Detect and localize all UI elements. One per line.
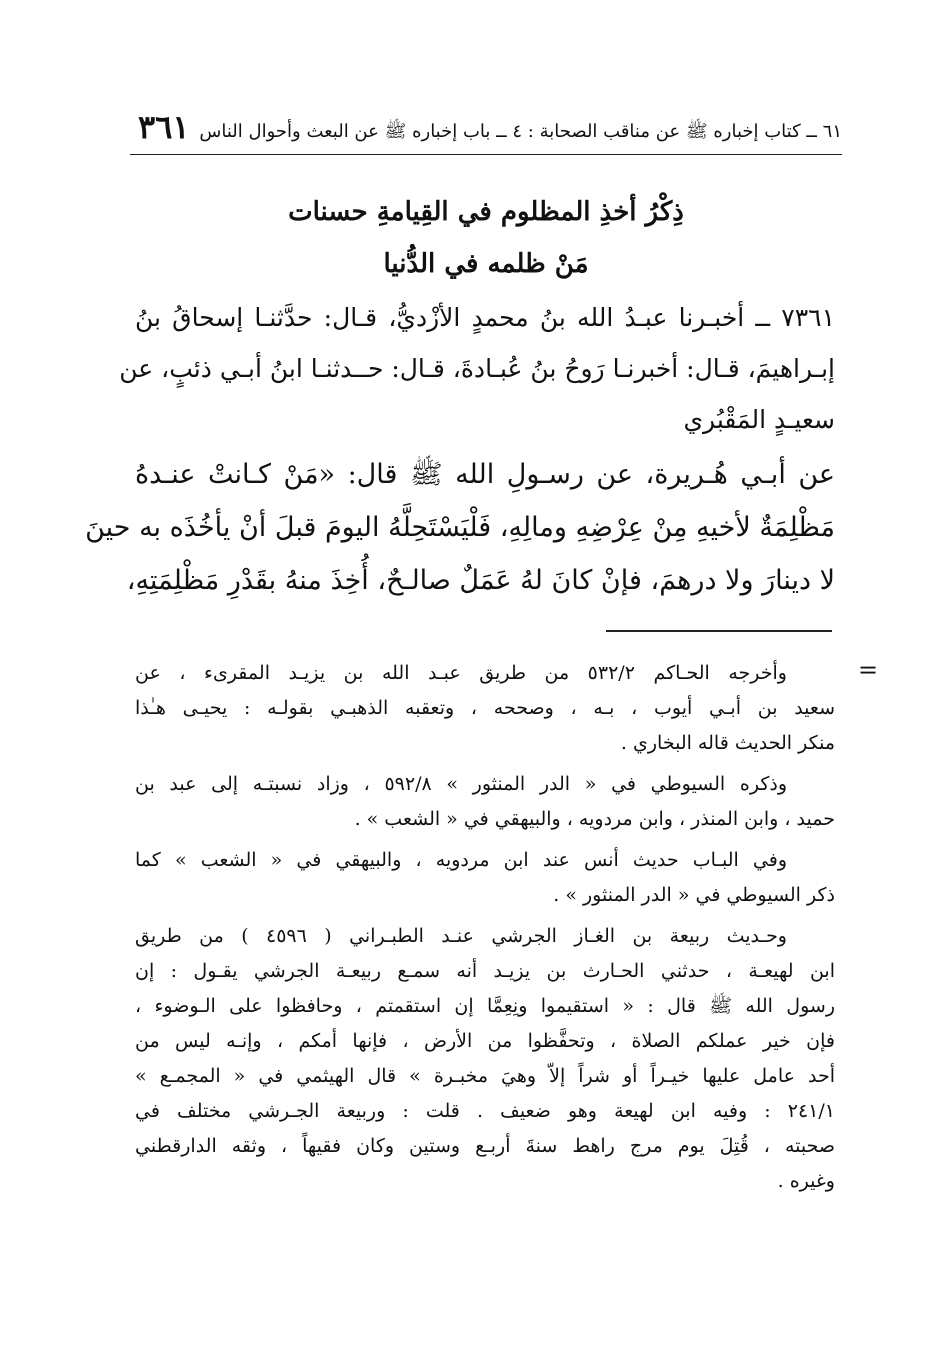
matn-line: لا دينارَ ولا درهمَ، فإنْ كانَ لهُ عَمَلٌ صالـحٌ، أُخِذَ منهُ بقَدْرِ مَظْلِمَتِهِ، — [126, 565, 835, 596]
footnote-line: رسول الله ﷺ قال : « استقيموا ونِعِمَّا إن استقمتم ، وحافظوا على الـوضوء ، — [135, 995, 835, 1017]
chapter-title-line-1: ذِكْرُ أخذِ المظلوم في القِيامةِ حسنات — [288, 197, 684, 227]
chapter-title — [130, 186, 842, 290]
footnotes — [135, 656, 835, 1205]
footnote-line: وغيره . — [777, 1170, 835, 1192]
footnote-paragraph — [135, 843, 835, 913]
header-rule — [130, 154, 842, 155]
page-header — [130, 108, 842, 148]
footnote-line: وحـديث ربيعة بن الغـاز الجرشي عنـد الطبـراني ( ٤٥٩٦ ) من طريق — [135, 925, 787, 947]
footnote-line: صحبته ، قُتِلَ يوم مرج راهط سنةَ أربـع وستين وكان فقيهاً ، وثقه الدارقطني — [135, 1135, 835, 1157]
isnad-line: سعيـدٍ المَقْبُري — [683, 405, 835, 434]
footnote-line: حميد ، وابن المنذر ، وابن مردويه ، والبيهقي في « الشعب » . — [354, 808, 835, 830]
footnote-line: وذكره السيوطي في « الدر المنثور » ٥٩٢/٨ ، وزاد نسبتـه إلى عبد بن — [135, 773, 787, 795]
footnote-paragraph — [135, 767, 835, 837]
footnote-line: ابن لهيعـة ، حدثني الحـارث بن يزيـد أنه سمـع ربيعـة الجرشي يقـول : إن — [135, 960, 835, 982]
matn-line: عن أبـي هُـريرة، عن رسـولِ الله ﷺ قال: «مَنْ كـانتْ عنـدهُ — [135, 459, 835, 490]
footnote-line: سعيد بن أبـي أيوب ، بـه ، وصححه ، وتعقبه الذهبـي بقولـه : يحيـى هـٰذا — [135, 697, 835, 719]
footnote-separator — [606, 630, 832, 632]
footnote-line: فإن خير عملكم الصلاة ، وتحفَّظوا من الأرض ، فإنها أمكم ، وإنـه ليس من — [135, 1030, 835, 1052]
footnote-continuation-marker: = — [858, 656, 879, 684]
footnote-line: منكر الحديث قاله البخاري . — [620, 732, 835, 754]
footnote-line: ٢٤١/١ : وفيه ابن لهيعة وهو ضعيف . قلت : وربيعة الجـرشي مختلف في — [135, 1100, 835, 1122]
hadith-matn — [85, 448, 835, 607]
matn-line: مَظْلِمَةٌ لأخيهِ مِنْ عِرْضِهِ ومالِهِ، فَلْيَسْتَحِلَّهُ اليومَ قبلَ أنْ يأخُذَه به حينَ — [85, 512, 835, 543]
isnad-line: إبـراهيمَ، قـال: أخبرنـا رَوحُ بنُ عُبـادةَ، قـال: حــدثنـا ابنُ أبـي ذئبٍ، عن — [119, 354, 835, 383]
chapter-title-line-2: مَنْ ظلمه في الدُّنيا — [383, 249, 589, 279]
footnote-paragraph — [135, 919, 835, 1199]
footnote-paragraph — [135, 656, 835, 761]
footnote-line: وفي البـاب حديث أنس عند ابن مردويه ، والبيهقي في « الشعب » كما — [135, 849, 787, 871]
running-title: ٦١ ــ كتاب إخباره ﷺ عن مناقب الصحابة : ٤ ــ باب إخباره ﷺ عن البعث وأحوال الناس — [199, 121, 842, 142]
footnote-line: وأخرجه الحـاكم ٥٣٢/٢ من طريق عبـد الله بن يزيـد المقرىء ، عن — [135, 662, 787, 684]
hadith-isnad — [119, 292, 835, 445]
page-number: ٣٦١ — [138, 108, 190, 146]
footnote-line: أحد عامل عليها خيـراً أو شراً إلاّ وهيَ مخبـرة » قال الهيثمي في « المجمـع » — [135, 1065, 835, 1087]
footnote-line: ذكر السيوطي في « الدر المنثور » . — [553, 884, 835, 906]
isnad-line: ٧٣٦١ ــ أخبـرنا عبـدُ الله بنُ محمدٍ الأزْديُّ، قـال: حدَّثنـا إسحاقُ بنُ — [135, 303, 835, 332]
